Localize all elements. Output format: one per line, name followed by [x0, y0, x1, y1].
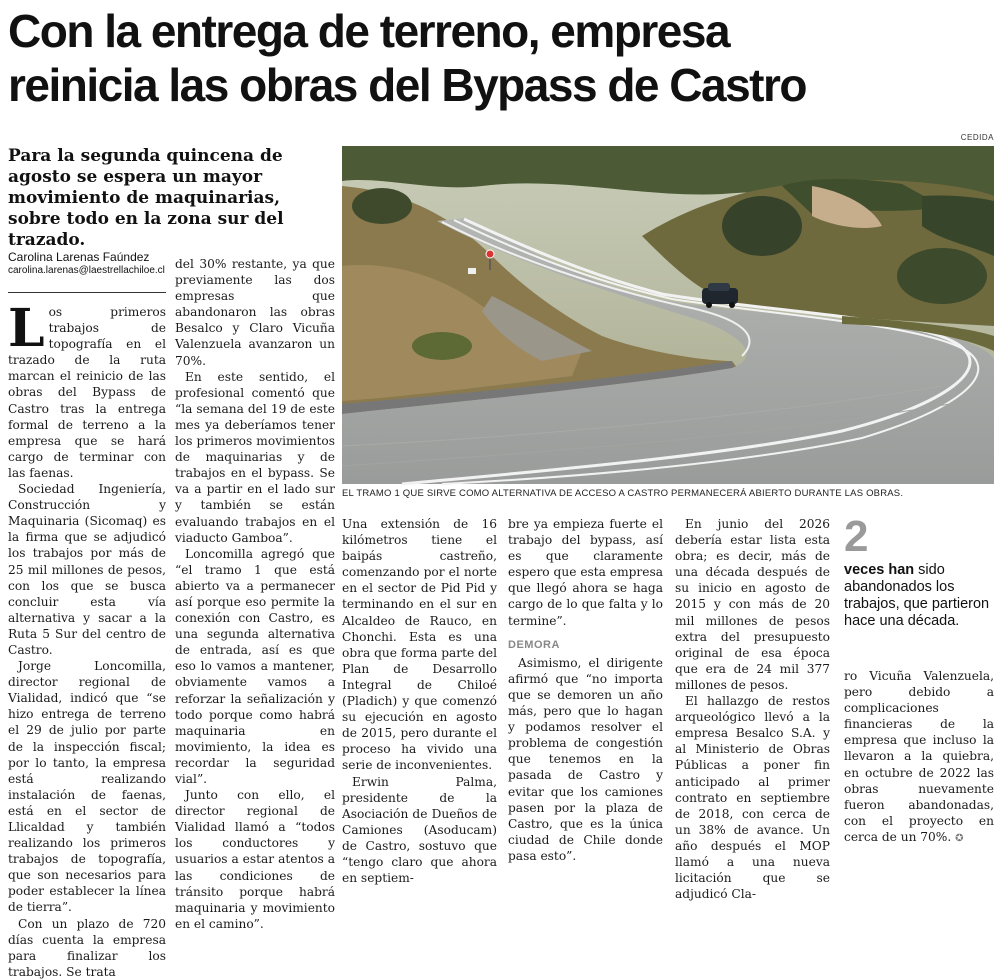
body-paragraph: Junto con ello, el director regional de Vialidad llamó a “todos los conductores y usuarios a estar atentos a las condiciones de tránsito porque habrá maquinaria y movimiento en el camino”. — [175, 788, 335, 931]
body-column-2 — [175, 256, 335, 931]
byline-divider — [8, 292, 166, 293]
body-paragraph: Los primeros trabajos de topografía en el trazado de la ruta marcan el reinicio de las obras del Bypass de Castro tras la entrega formal de terreno a la empresa que se hará cargo de terminar con las faenas. — [8, 298, 166, 480]
headline-line-1: Con la entrega de terreno, empresa — [8, 5, 730, 57]
body-paragraph: En este sentido, el profesional comentó que “la semana del 19 de este mes ya deberíamos tener los primeros movimientos de maquinarias y de trabajos en el bypass. Se va a partir en el lado sur y también se están evaluando trabajos en el viaducto Gamboa”. — [175, 369, 335, 545]
photo-credit: CEDIDA — [960, 133, 994, 142]
body-paragraph: Jorge Loncomilla, director regional de Vialidad, indicó que “se hizo entrega de terreno el 29 de julio por parte de la inspección fiscal; por lo tanto, la empresa está realizando instalación de faenas, está en el sector de Llicaldad y también realizando los primeros trabajos de topografía, que son necesarios para poder establecer la línea de tierra”. — [8, 659, 166, 915]
callout-number: 2 — [844, 512, 869, 561]
body-paragraph: ro Vicuña Valenzuela, pero debido a complicaciones financieras de la empresa que incluso la llevaron a la quiebra, en octubre de 2022 las obras nuevamente fueron abandonadas, con el proyecto en cerca de un 70%. ✪ — [844, 669, 994, 844]
body-column-4 — [508, 516, 663, 863]
stat-callout — [844, 512, 994, 630]
body-paragraph: Loncomilla agregó que “el tramo 1 que está abierto va a permanecer así porque eso permite la conexión con Castro, es una segunda alternativa de entrada, así es que eso lo vamos a mantener, obviamente vamos a reforzar la señalización y todo porque como habrá maquinaria en movimiento, la idea es recordar la seguridad vial”. — [175, 546, 335, 786]
byline-author: Carolina Larenas Faúndez — [8, 250, 150, 264]
body-paragraph: Sociedad Ingeniería, Construcción y Maquinaria (Sicomaq) es la firma que se adjudicó los trabajos por más de 25 mil millones de pesos, con los que se busca concluir esta vía alternativa y sacar a la Ruta 5 Sur del centro de Castro. — [8, 482, 166, 657]
byline — [8, 250, 168, 277]
section-subhead: DEMORA — [508, 638, 560, 651]
road-photo — [342, 146, 994, 484]
body-paragraph: Asimismo, el dirigente afirmó que “no importa que se demoren un año más, pero que lo hagan y podamos resolver el problema de congestión que tenemos en la pasada de Castro y evitar que los camiones pasen por la plaza de Castro, que es la única ciudad de Chile donde pasa esto”. — [508, 655, 663, 863]
headline — [8, 4, 993, 112]
body-paragraph: El hallazgo de restos arqueológico llevó a la empresa Besalco S.A. y al Ministerio de Obras Públicas a poner fin anticipado al primer contrato en septiembre de 2018, con cerca de un 38% de avance. Un año después el MOP llamó a una nueva licitación que se adjudicó Cla- — [675, 694, 830, 902]
photo-caption: EL TRAMO 1 QUE SIRVE COMO ALTERNATIVA DE ACCESO A CASTRO PERMANECERÁ ABIERTO DURANTE LAS OBRAS. — [342, 488, 904, 499]
body-column-5 — [675, 516, 830, 902]
body-paragraph: bre ya empieza fuerte el trabajo del bypass, así es que claramente espero que esta empresa que llegó ahora se haga cargo de lo que falta y lo termine”. — [508, 517, 663, 628]
body-column-6 — [844, 668, 994, 844]
body-paragraph: Con un plazo de 720 días cuenta la empresa para finalizar los trabajos. Se trata — [8, 916, 166, 979]
headline-line-2: reinicia las obras del Bypass de Castro — [8, 59, 806, 111]
deck-subtitle: Para la segunda quincena de agosto se espera un mayor movimiento de maquinarias, sobre todo en la zona sur del trazado. — [8, 146, 284, 250]
drop-cap: L — [8, 298, 45, 359]
body-paragraph: Una extensión de 16 kilómetros tiene el baipás castreño, comenzando por el norte en el sector de Pid Pid y terminando en el sur en Alcaldeo de Rauco, en Chonchi. Esta es una obra que forma parte del Plan de Desarrollo Integral de Chiloé (Pladich) y que comenzó su ejecución en agosto de 2015, pero durante el proceso ha vivido una serie de inconvenientes. — [342, 517, 498, 773]
body-paragraph: Erwin Palma, presidente de la Asociación de Dueños de Camiones (Asoducam) de Castro, sostuvo que “tengo claro que ahora en septiem- — [342, 774, 497, 886]
callout-text: veces han sido abandonados los trabajos, que partieron hace una década. — [844, 562, 990, 629]
body-column-3 — [342, 516, 498, 886]
byline-email[interactable]: carolina.larenas@laestrellachiloe.cl — [8, 265, 165, 276]
body-paragraph: del 30% restante, ya que previamente las dos empresas que abandonaron las obras Besalco y Claro Vicuña Valenzuela avanzaron un 70%. — [175, 257, 335, 368]
end-of-article-icon: ✪ — [955, 832, 964, 844]
body-paragraph: En junio del 2026 debería estar lista esta obra; es decir, más de una década después de su inicio en agosto de 2015 y con más de 20 mil millones de pesos extra del presupuesto original de esa época que era de 24 mil 377 millones de pesos. — [675, 517, 830, 692]
body-column-1 — [8, 298, 166, 979]
